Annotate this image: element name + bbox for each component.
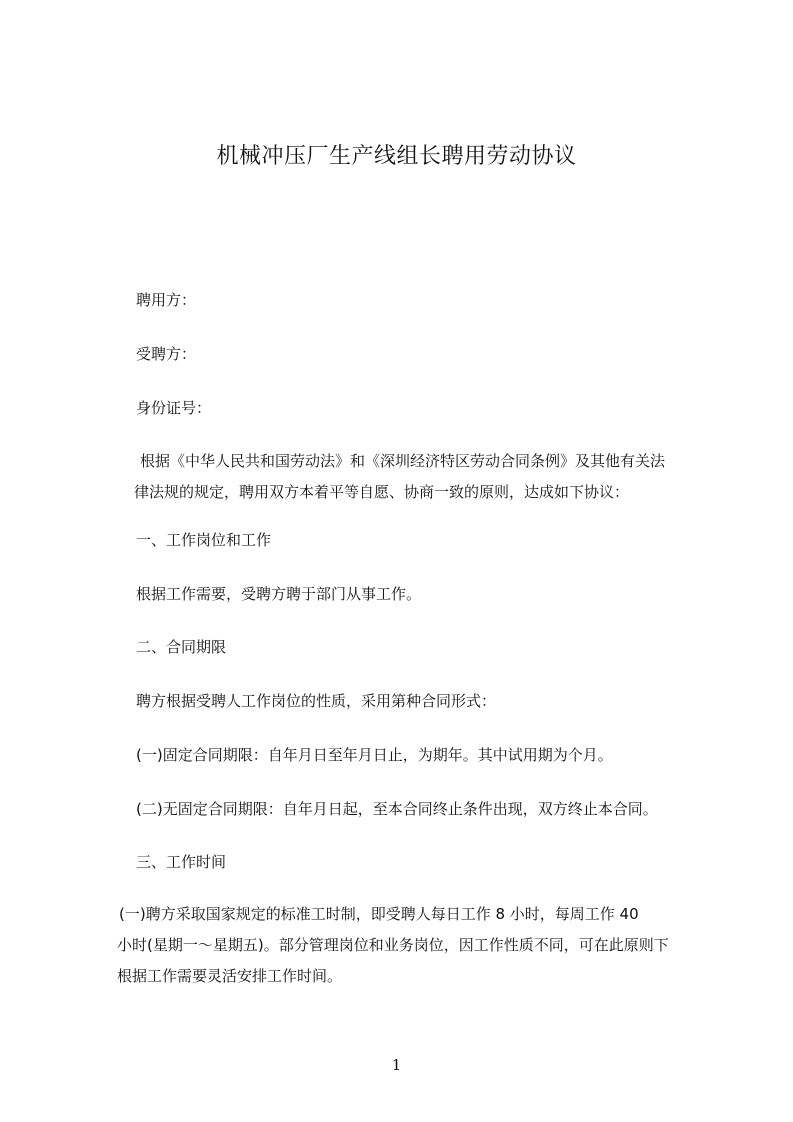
section-3-heading: 三、工作时间 — [136, 853, 227, 871]
section-2-item-2: (二)无固定合同期限：自年月日起，至本合同终止条件出现，双方终止本合同。 — [136, 800, 658, 818]
section-2-text: 聘方根据受聘人工作岗位的性质，采用第种合同形式： — [136, 692, 497, 710]
section-3-item-1-line-3: 根据工作需要灵活安排工作时间。 — [117, 967, 343, 985]
document-title: 机械冲压厂生产线组长聘用劳动协议 — [216, 144, 577, 169]
preamble-line-1: 根据《中华人民共和国劳动法》和《深圳经济特区劳动合同条例》及其他有关法 — [140, 452, 666, 470]
preamble-paragraph — [136, 446, 702, 508]
section-2-item-1: (一)固定合同期限：自年月日至年月日止，为期年。其中试用期为个月。 — [136, 746, 613, 764]
section-2-heading: 二、合同期限 — [136, 638, 227, 656]
id-number-field-label: 身份证号： — [136, 399, 212, 417]
section-1-text: 根据工作需要，受聘方聘于部门从事工作。 — [136, 585, 422, 603]
employee-field-label: 受聘方： — [136, 345, 197, 363]
section-3-item-1-line-1: (一)聘方采取国家规定的标准工时制，即受聘人每日工作 8 小时，每周工作 40 — [119, 905, 639, 923]
employer-field-label: 聘用方： — [136, 291, 197, 309]
preamble-line-2: 律法规的规定，聘用双方本着平等自愿、协商一致的原则，达成如下协议： — [134, 483, 630, 501]
section-1-heading: 一、工作岗位和工作 — [136, 531, 272, 549]
page-number: 1 — [391, 1056, 402, 1074]
section-3-item-1-line-2: 小时(星期一～星期五)。部分管理岗位和业务岗位，因工作性质不同，可在此原则下 — [117, 936, 669, 954]
section-3-item-1 — [117, 899, 707, 992]
